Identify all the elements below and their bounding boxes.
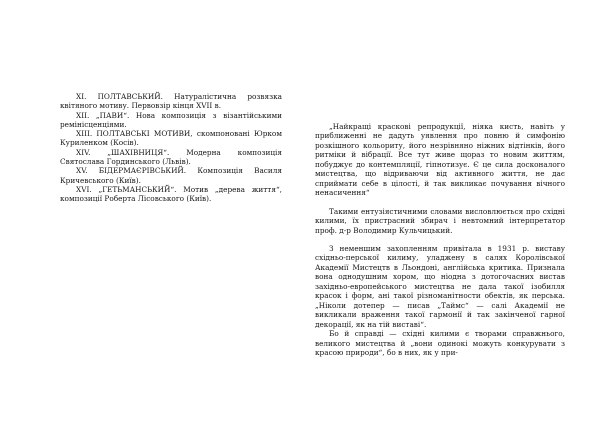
left-page bbox=[60, 92, 282, 204]
page-gutter bbox=[298, 0, 302, 421]
caption-text: XI. ПОЛТАВСЬКИЙ. Натуралістична розвязка квітяного мотиву. Первовзір кінця XVII в. bbox=[60, 92, 282, 111]
caption-entry bbox=[60, 111, 282, 130]
caption-text: XII. „ПАВИ“. Нова композиція з візантійськими ремінісценціями. bbox=[60, 110, 282, 129]
caption-entry bbox=[60, 148, 282, 167]
caption-entry bbox=[60, 129, 282, 148]
body-paragraph: З неменшим захопленням привітала в 1931 р. виставу східньо-перської килиму, уладжену в салях Королівської Академії Мистецтв в Льондоні, англійська критика. Признала вона однодушним хором, що ніодна з дотогочасних вистав західньо-европейського мистецтва не дала такої ізобилля красок і форм, ані такої різноманітности обектів, як перська. „Ніколи дотепер — писав „Таймс“ — салі Академії не викликали враження такої гармонії й так закінченої гарної декорації, як на тій виставі“. bbox=[315, 243, 565, 329]
caption-entry bbox=[60, 185, 282, 204]
caption-text: XV. БІДЕРМАЄРІВСЬКИЙ. Композиція Василя Кричевського (Київ). bbox=[60, 166, 282, 185]
caption-text: XIV. „ШАХІВНИЦЯ“. Модерна композиція Святослава Гординського (Львів). bbox=[60, 147, 282, 167]
caption-text: XVI. „ГЕТЬМАНСЬКИЙ“. Мотив „дерева життя“, композиції Роберта Лісовського (Київ). bbox=[60, 184, 282, 204]
body-paragraph: Такими ентузіястичними словами висловлюється про східні килими, їх пристрасний збирач і невтомний інтерпретатор проф. д-р Володимир Кульчицький. bbox=[315, 206, 565, 235]
caption-entry bbox=[60, 92, 282, 111]
body-paragraph: Бо й справді — східні килими є творами справжнього, великого мистецтва й „вони одинокі можуть конкурувати з красою природи“, бо в них, як у при- bbox=[315, 329, 565, 357]
caption-entry bbox=[60, 166, 282, 185]
right-page bbox=[315, 122, 565, 357]
quote-paragraph: „Найкращі краскові репродукції, ніяка кисть, навіть у приближенні не дадуть уявлення про повню й симфонію розкішного кольориту, його незрівняно ніжних відтінків, його ритміки й вібрації. Все тут живе щораз то новим життям, побуджує до контемпляції, гіпнотизує. Є це сила досконалого мистецтва, що відриваючи від активного життя, не дає сприймати себе в цілості, й так викликає почування вічного ненасичення“ bbox=[315, 122, 565, 198]
caption-text: XIII. ПОЛТАВСЬКІ МОТИВИ, скомпоновані Юрком Куриленком (Косів). bbox=[60, 129, 282, 148]
